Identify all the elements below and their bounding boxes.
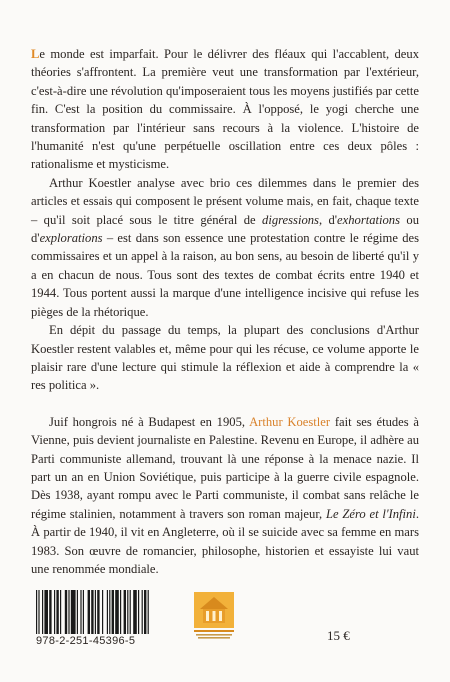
barcode-block xyxy=(36,590,266,646)
barcode-bar xyxy=(120,590,121,634)
barcode-bar xyxy=(49,590,51,634)
barcode-bar xyxy=(107,590,108,634)
barcode-bar xyxy=(68,590,69,634)
term-digressions: digressions xyxy=(262,212,319,227)
cover-text xyxy=(31,45,419,578)
barcode-bar xyxy=(88,590,90,634)
bio-text-c: . À partir de 1940, il vit en Angleterre, où il se suicide avec sa femme en mars 1983. Son œuvre de romancier, philosophe, historien et essayiste lui vaut une renommée mondiale. xyxy=(31,506,420,576)
barcode-bar xyxy=(95,590,96,634)
publisher-logo-icon xyxy=(194,592,234,640)
price: 15 € xyxy=(327,628,350,643)
barcode-bar xyxy=(42,590,43,634)
intro-text-1: e monde est imparfait. Pour le délivrer des fléaux qui l'accablent, deux théories s'affrontent. La première veut une transformation par l'extérieur, c'est-à-dire une révolution qu'imposeraient tous les moyens justifiés par cette fin. C'est la position du commissaire. À l'opposé, le yogi cherche une transformation par l'intérieur sans recours à la violence. L'histoire de l'humanité n'est qu'une perpétuelle oscillation entre ces deux pôles : rationalisme et mysticisme. xyxy=(31,47,419,172)
drop-cap: L xyxy=(31,47,40,61)
barcode-bar xyxy=(60,590,61,634)
barcode-bar xyxy=(65,590,67,634)
barcode-bar xyxy=(112,590,114,634)
barcode-bar xyxy=(83,590,84,634)
barcode-bar xyxy=(38,590,39,634)
novel-title: Le Zéro et l'Infini xyxy=(325,506,416,521)
intro-paragraph-2 xyxy=(31,174,419,321)
barcode-bar xyxy=(144,590,146,634)
barcode-bar xyxy=(109,590,110,634)
intro-paragraph-3: En dépit du passage du temps, la plupart des conclusions d'Arthur Koestler restent valables et, même pour qui les récuse, ce volume apporte le plaisir rare d'une lecture qui stimule la réflexion et aide à comprendre la « res politica ». xyxy=(31,323,419,393)
intro-text-2d: – est dans son essence une protestation contre le régime des commissaires et un appel à la raison, au bon sens, au besoin de liberté qu'il y a en chacun de nous. Tous sont des textes de combat écrits entre 1940 et 1944. Tous portent aussi la marque d'une intelligence incisive qui refuse les pièges de la rhétorique. xyxy=(31,231,419,319)
barcode-bar xyxy=(80,590,81,634)
intro-text-2b: , d' xyxy=(318,212,338,227)
barcode-bar xyxy=(56,590,58,634)
barcode-bar xyxy=(36,590,37,634)
author-name: Arthur Koestler xyxy=(249,414,331,429)
barcode-bar xyxy=(102,590,103,634)
barcode-bar xyxy=(142,590,143,634)
term-explorations: explorations xyxy=(39,231,103,246)
barcode-bar xyxy=(133,590,137,634)
barcode-bar xyxy=(77,590,78,634)
section-gap xyxy=(31,395,419,413)
bio-paragraph xyxy=(31,413,419,579)
barcode-bar xyxy=(124,590,126,634)
barcode-bar xyxy=(148,590,149,634)
barcode xyxy=(36,590,188,634)
isbn-number: 978-2-251-45396-5 xyxy=(36,635,136,647)
term-exhortations: exhortations xyxy=(337,212,401,227)
bio-text-a: Juif hongrois né à Budapest en 1905, xyxy=(49,414,250,429)
barcode-bar xyxy=(44,590,48,634)
bio-text-b: fait ses études à Vienne, puis devient journaliste en Palestine. Revenu en Europe, il adhère au Parti communiste allemand, trouvant là une réponse à la menace nazie. Il part un an en Union Soviétique, puis participe à la guerre civile espagnole. Dès 1938, ayant rompu avec le Parti communiste, il combat sans relâche le régime stalinien, notamment à travers son roman majeur, xyxy=(31,414,420,521)
barcode-bar xyxy=(91,590,93,634)
barcode-bar xyxy=(127,590,128,634)
barcode-bar xyxy=(138,590,139,634)
intro-paragraph-1 xyxy=(31,45,419,174)
intro-text-2c: ou d' xyxy=(31,212,419,246)
intro-text-2a: Arthur Koestler analyse avec brio ces dilemmes dans le premier des articles et essais qui composent le présent volume mais, en fait, chaque texte – qu'il soit placé sous le titre général de xyxy=(31,175,419,227)
barcode-bar xyxy=(115,590,119,634)
barcode-bar xyxy=(97,590,99,634)
barcode-bar xyxy=(71,590,76,634)
barcode-bar xyxy=(130,590,131,634)
barcode-bar xyxy=(54,590,55,634)
